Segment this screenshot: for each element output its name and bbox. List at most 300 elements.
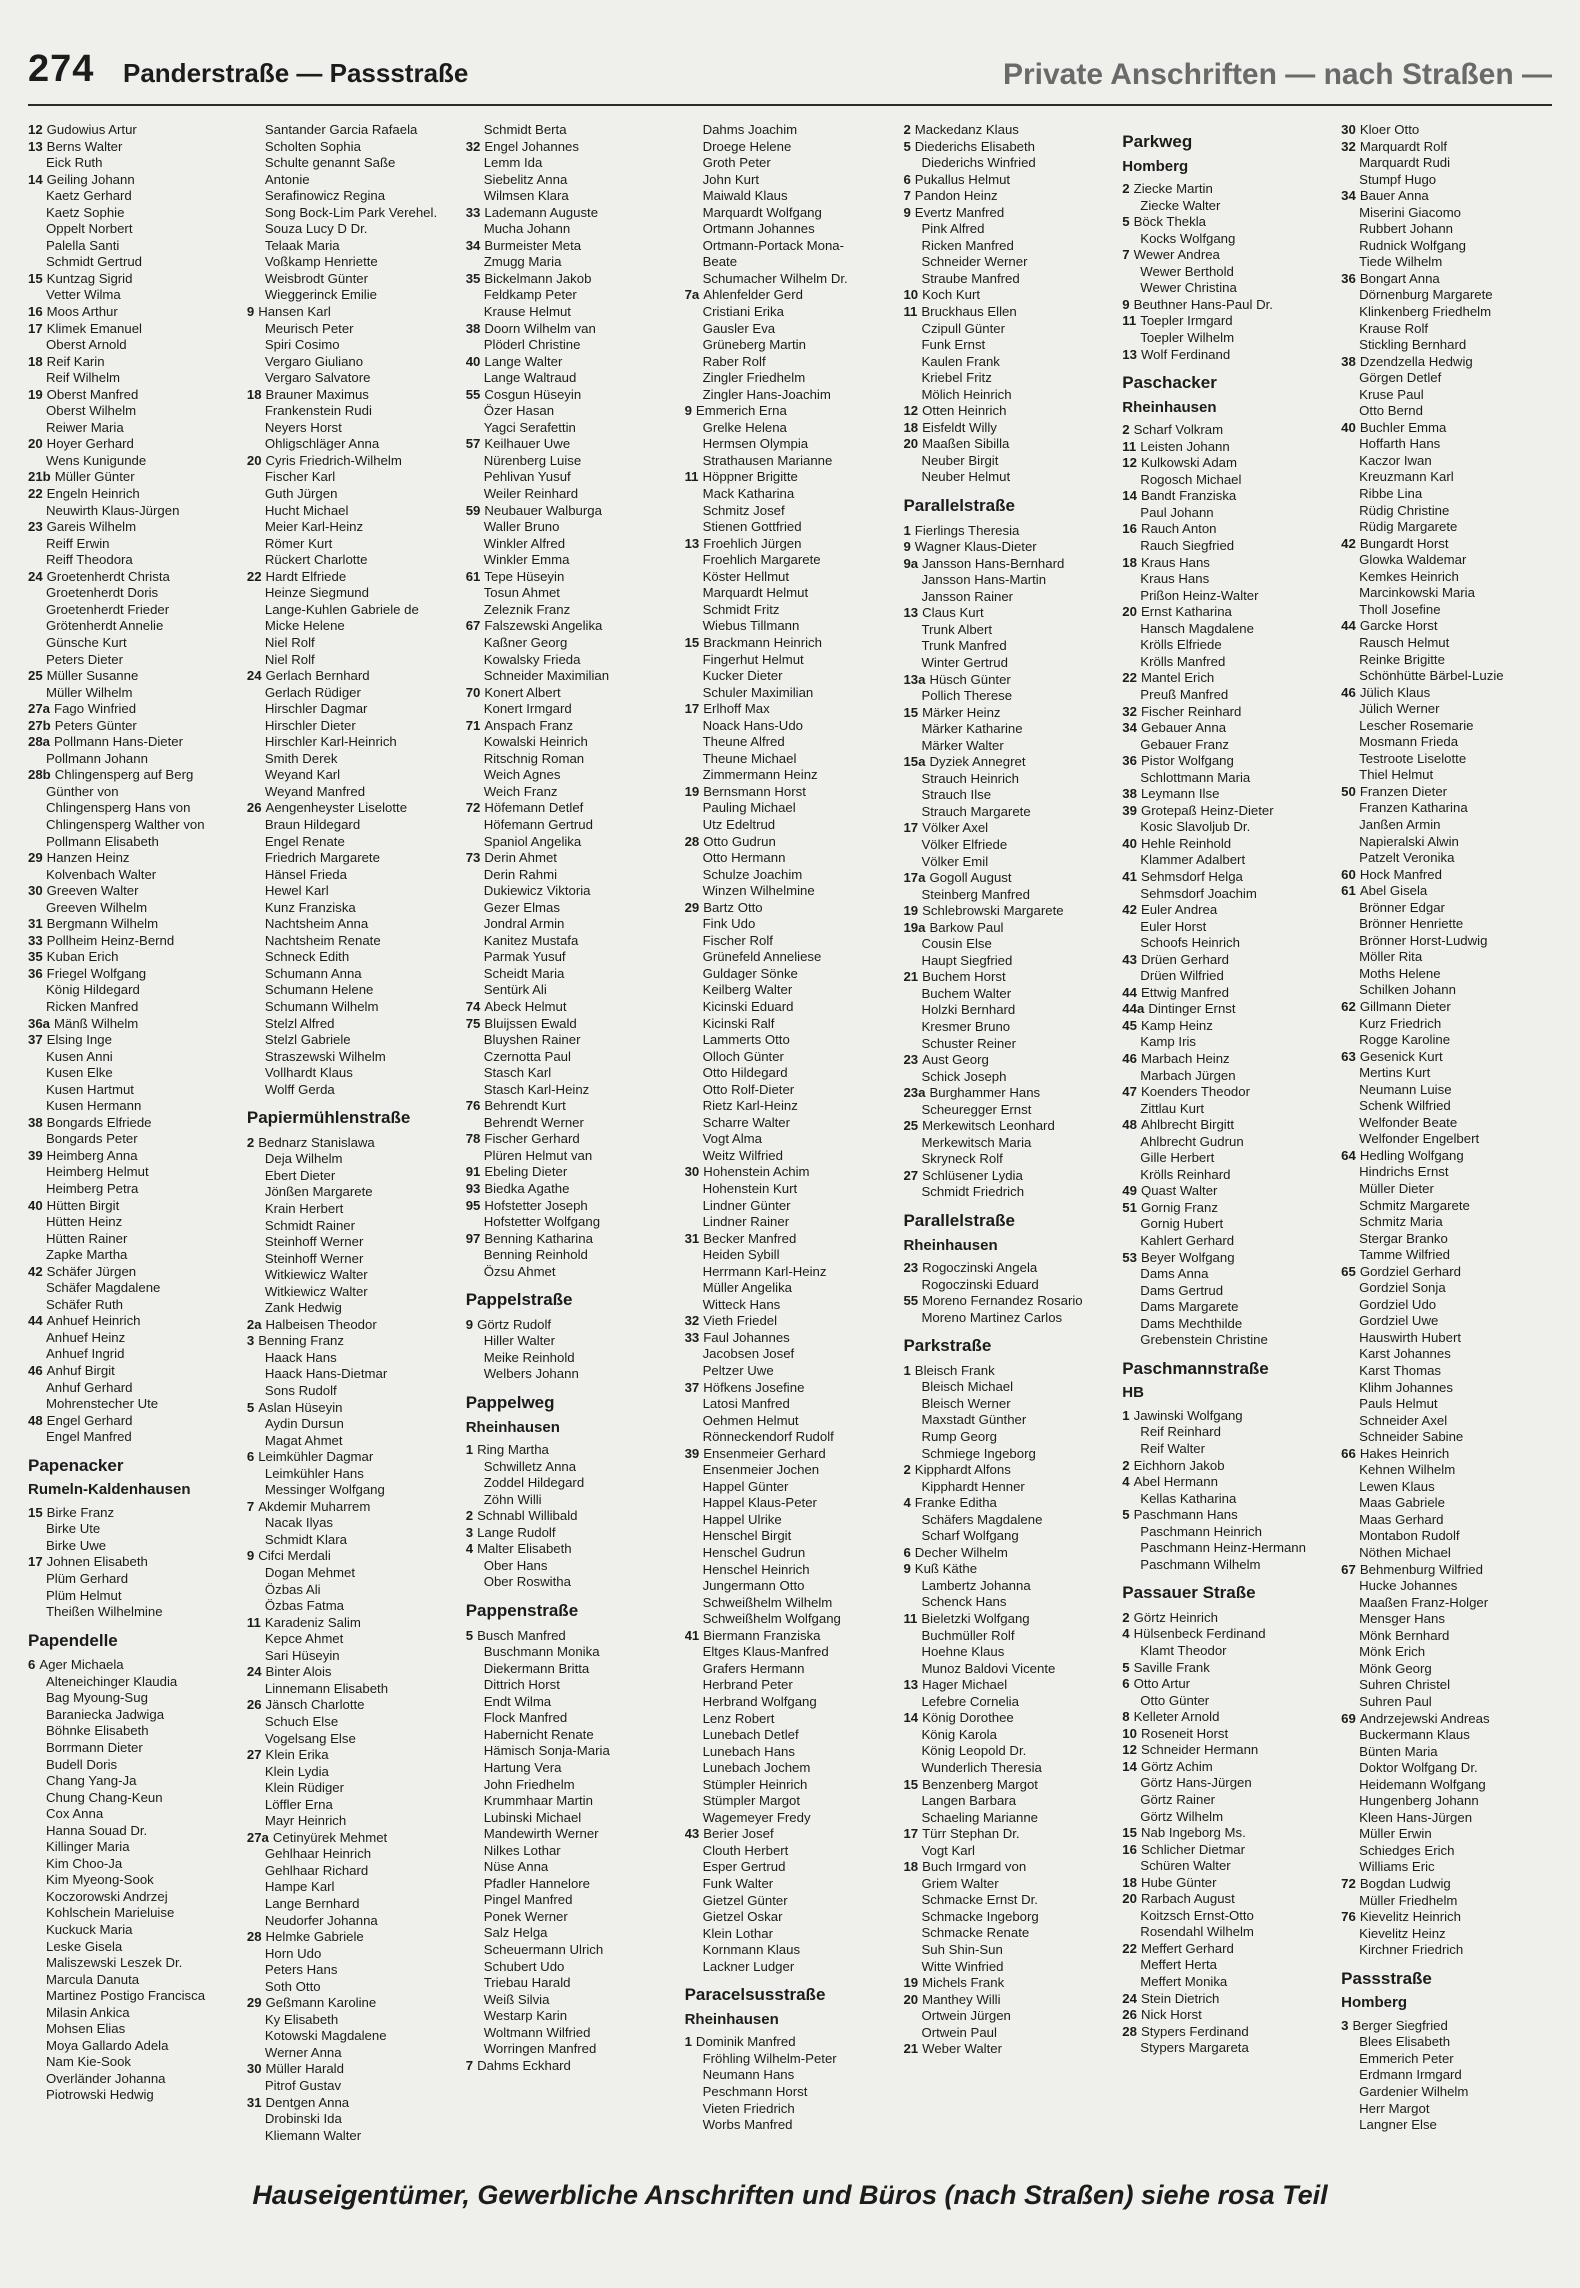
resident-name: Strathausen Marianne: [702, 452, 833, 468]
resident-name: Paul Johann: [1140, 504, 1214, 520]
page-number: 274: [28, 48, 95, 90]
resident-name: Lewen Klaus: [1359, 1478, 1435, 1494]
resident-entry: [903, 870, 1114, 887]
resident-name: Gordziel Gerhard: [1359, 1263, 1461, 1279]
house-number: 32: [684, 1313, 700, 1329]
house-number: 1: [465, 1442, 474, 1458]
resident-name: Diekermann Britta: [483, 1660, 590, 1676]
resident-name: Gesenick Kurt: [1359, 1048, 1443, 1064]
resident-entry: [903, 539, 1114, 556]
house-number: 39: [684, 1445, 700, 1461]
resident-name: Völker Elfriede: [921, 836, 1008, 852]
resident-name: Bogdan Ludwig: [1359, 1875, 1451, 1891]
house-number: 14: [1122, 488, 1137, 504]
resident-name: Wolff Gerda: [264, 1081, 335, 1097]
resident-name: Mantel Erich: [1140, 670, 1215, 686]
resident-name: Otten Heinrich: [922, 403, 1007, 419]
resident-name: Lefebre Cornelia: [921, 1693, 1019, 1709]
resident-entry: [903, 1677, 1114, 1694]
house-number: 9: [246, 304, 255, 320]
resident-name: Grebenstein Christine: [1140, 1332, 1268, 1348]
resident-name: Maiwald Klaus: [702, 188, 788, 204]
resident-name: Parmak Yusuf: [483, 949, 566, 965]
house-number: 14: [28, 171, 43, 187]
resident-name: Jönßen Margarete: [264, 1184, 373, 1200]
resident-name: Özsu Ahmet: [483, 1263, 556, 1279]
house-number: 55: [465, 386, 481, 402]
resident-name: Neuber Birgit: [921, 452, 999, 468]
resident-name: Weich Agnes: [483, 767, 561, 783]
resident-name: Kotowski Magdalene: [264, 2028, 387, 2044]
resident-name: Bongards Elfriede: [46, 1114, 152, 1130]
house-number: 28: [684, 833, 700, 849]
resident-entry: [28, 701, 239, 718]
house-number: 22: [1122, 1940, 1137, 1956]
resident-name: Werner Anna: [264, 2044, 342, 2060]
resident-name: Bednarz Stanislawa: [258, 1134, 375, 1150]
resident-entry: [1122, 555, 1333, 572]
resident-name: Hütten Birgit: [46, 1197, 120, 1213]
resident-name: Martinez Postigo Francisca: [46, 1988, 206, 2004]
resident-entry: [1122, 1842, 1333, 1859]
house-number: 27a: [28, 701, 51, 717]
resident-name: Klammer Adalbert: [1140, 852, 1246, 868]
resident-name: Marquardt Wolfgang: [702, 204, 822, 220]
resident-name: Dukiewicz Viktoria: [483, 883, 591, 899]
resident-name: Reiff Theodora: [46, 552, 133, 568]
house-number: 9: [903, 1561, 911, 1577]
resident-name: Strauch Ilse: [921, 787, 992, 803]
resident-name: Happel Günter: [702, 1478, 789, 1494]
house-number: 59: [465, 502, 481, 518]
resident-name: Kurz Friedrich: [1359, 1015, 1442, 1031]
resident-entry: [1122, 1408, 1333, 1425]
resident-name: Rogoczinski Angela: [922, 1260, 1038, 1276]
resident-name: Berns Walter: [46, 138, 123, 154]
resident-name: Toepler Irmgard: [1140, 313, 1233, 329]
resident-entry: [903, 556, 1114, 573]
resident-name: Cosgun Hüseyin: [484, 386, 582, 402]
resident-name: Grüneberg Martin: [702, 337, 806, 353]
resident-name: Kleen Hans-Jürgen: [1359, 1809, 1473, 1825]
resident-name: Kelleter Arnold: [1133, 1709, 1220, 1725]
resident-name: Görtz Achim: [1140, 1758, 1213, 1774]
resident-name: Maas Gabriele: [1359, 1495, 1445, 1511]
resident-name: Plüm Helmut: [46, 1587, 122, 1603]
resident-name: Kirchner Friedrich: [1359, 1942, 1464, 1958]
resident-name: Hofstetter Joseph: [484, 1197, 588, 1213]
resident-name: Peschmann Horst: [702, 2083, 808, 2099]
resident-name: Jülich Werner: [1359, 701, 1440, 717]
house-number: 40: [1122, 835, 1137, 851]
house-number: 27: [246, 1747, 262, 1763]
resident-entry: [247, 569, 458, 586]
resident-name: Ebeling Dieter: [484, 1164, 568, 1180]
resident-name: Abeck Helmut: [484, 998, 567, 1014]
resident-name: Euler Horst: [1140, 918, 1207, 934]
resident-name: Otto Rolf-Dieter: [702, 1081, 795, 1097]
resident-name: Schuch Else: [264, 1713, 339, 1729]
resident-entry: [247, 1317, 458, 1334]
resident-name: Höfkens Josefine: [703, 1379, 805, 1395]
resident-name: Stypers Ferdinand: [1140, 2023, 1249, 2039]
resident-name: Rietz Karl-Heinz: [702, 1098, 798, 1114]
resident-name: Grafers Hermann: [702, 1660, 805, 1676]
resident-name: Dahms Eckhard: [477, 2057, 571, 2073]
resident-entry: [1122, 347, 1333, 364]
resident-name: Decher Wilhelm: [914, 1544, 1008, 1560]
resident-entry: [1122, 670, 1333, 687]
resident-name: Gornig Hubert: [1140, 1216, 1224, 1232]
house-number: 9a: [903, 555, 919, 571]
resident-name: Böck Thekla: [1133, 214, 1206, 230]
resident-entry: [247, 1449, 458, 1466]
resident-entry: [685, 834, 896, 851]
resident-name: Kulkowski Adam: [1140, 455, 1237, 471]
resident-name: Zoddel Hildegard: [483, 1475, 585, 1491]
resident-name: Mack Katharina: [702, 486, 795, 502]
resident-name: Koitzsch Ernst-Otto: [1140, 1907, 1254, 1923]
house-number: 55: [903, 1293, 919, 1309]
resident-name: Steinberg Manfred: [921, 886, 1030, 902]
resident-name: Steinhoff Werner: [264, 1250, 364, 1266]
resident-name: Schmidt Rainer: [264, 1217, 356, 1233]
resident-name: Saville Frank: [1133, 1659, 1210, 1675]
resident-entry: [466, 1164, 677, 1181]
resident-name: Jawinski Wolfgang: [1133, 1407, 1243, 1423]
house-number: 2: [465, 1508, 474, 1524]
resident-name: Gerlach Bernhard: [265, 668, 370, 684]
resident-name: Bleisch Michael: [921, 1379, 1014, 1395]
resident-name: Thiel Helmut: [1359, 767, 1434, 783]
resident-name: Karst Johannes: [1359, 1346, 1451, 1362]
resident-name: Herbrand Wolfgang: [702, 1693, 817, 1709]
resident-name: Ziecke Martin: [1133, 181, 1213, 197]
resident-entry: [28, 1313, 239, 1330]
resident-name: Günther von: [46, 783, 119, 799]
house-number: 67: [1341, 1561, 1356, 1577]
resident-entry: [1122, 1200, 1333, 1217]
resident-name: Klein Lydia: [264, 1763, 329, 1779]
resident-name: Grotepaß Heinz-Dieter: [1140, 802, 1274, 818]
resident-name: Maas Gerhard: [1359, 1511, 1444, 1527]
resident-name: Brönner Edgar: [1359, 899, 1445, 915]
resident-name: Höppner Brigitte: [702, 469, 798, 485]
resident-entry: [466, 503, 677, 520]
resident-name: Nacak Ilyas: [264, 1515, 334, 1531]
resident-name: Kosic Slavoljub Dr.: [1140, 819, 1251, 835]
resident-name: Meier Karl-Heinz: [264, 519, 364, 535]
resident-name: Schweißhelm Wolfgang: [702, 1611, 841, 1627]
resident-name: Maxstadt Günther: [921, 1412, 1027, 1428]
resident-name: Scharf Wolfgang: [921, 1528, 1019, 1544]
resident-entry: [466, 569, 677, 586]
resident-name: Suh Shin-Sun: [921, 1941, 1003, 1957]
house-number: 16: [1122, 521, 1137, 537]
resident-name: Zingler Hans-Joachim: [702, 386, 831, 402]
resident-name: Schmidt Klara: [264, 1531, 347, 1547]
resident-entry: [1341, 883, 1552, 900]
resident-entry: [1341, 536, 1552, 553]
resident-name: Engel Johannes: [484, 138, 579, 154]
resident-name: Ober Hans: [483, 1557, 548, 1573]
house-number: 18: [1122, 1874, 1137, 1890]
resident-name: Braun Hildegard: [264, 816, 361, 832]
house-number: 57: [465, 436, 481, 452]
resident-name: Henschel Heinrich: [702, 1561, 810, 1577]
resident-entry: [903, 1260, 1114, 1277]
house-number: 23: [28, 519, 43, 535]
resident-name: Ebert Dieter: [264, 1167, 336, 1183]
resident-name: Weyand Karl: [264, 767, 341, 783]
resident-name: Gardenier Wilhelm: [1359, 2083, 1469, 2099]
resident-name: John Friedhelm: [483, 1776, 575, 1792]
resident-name: Hirschler Dagmar: [264, 701, 368, 717]
resident-entry: [466, 1541, 677, 1558]
resident-entry: [903, 1052, 1114, 1069]
resident-entry: [28, 933, 239, 950]
resident-name: Wagner Klaus-Dieter: [914, 539, 1037, 555]
resident-name: Aydin Dursun: [264, 1416, 344, 1432]
house-number: 6: [903, 171, 911, 187]
resident-name: Yagci Serafettin: [483, 419, 576, 435]
resident-name: Binter Alois: [265, 1664, 332, 1680]
resident-name: Bernsmann Horst: [703, 783, 806, 799]
resident-name: Esper Gertrud: [702, 1859, 786, 1875]
resident-entry: [1122, 455, 1333, 472]
house-number: 24: [1122, 1990, 1137, 2006]
house-number: 24: [246, 1664, 262, 1680]
resident-name: Nilkes Lothar: [483, 1842, 561, 1858]
resident-name: Scharf Volkram: [1133, 422, 1224, 438]
resident-name: Rausch Helmut: [1359, 634, 1450, 650]
resident-entry: [903, 205, 1114, 222]
resident-name: Bluyshen Rainer: [483, 1032, 581, 1048]
resident-name: Lenz Robert: [702, 1710, 775, 1726]
street-heading: Papiermühlenstraße: [246, 1108, 411, 1128]
resident-name: Stasch Karl-Heinz: [483, 1081, 590, 1097]
street-heading: Papenacker: [28, 1455, 124, 1475]
house-number: 39: [28, 1147, 43, 1163]
resident-name: Droege Helene: [702, 138, 792, 154]
resident-name: Lange Bernhard: [264, 1895, 360, 1911]
house-number: 29: [684, 899, 700, 915]
resident-entry: [1122, 1660, 1333, 1677]
resident-name: Rückert Charlotte: [264, 552, 368, 568]
resident-name: Hirschler Karl-Heinrich: [264, 734, 397, 750]
resident-name: Pandon Heinz: [914, 188, 998, 204]
house-number: 97: [465, 1230, 481, 1246]
house-number: 20: [28, 436, 43, 452]
street-heading: Paschmannstraße: [1122, 1358, 1269, 1378]
house-number: 47: [1122, 1084, 1137, 1100]
resident-name: Merkewitsch Leonhard: [922, 1118, 1055, 1134]
house-number: 29: [246, 1995, 262, 2011]
resident-name: Bleisch Frank: [914, 1362, 995, 1378]
resident-name: Bongards Peter: [46, 1131, 138, 1147]
resident-name: Busch Manfred: [477, 1627, 566, 1643]
resident-name: Berger Siegfried: [1352, 2017, 1448, 2033]
resident-entry: [247, 304, 458, 321]
resident-name: Rönneckendorf Rudolf: [702, 1429, 834, 1445]
house-number: 23: [903, 1260, 919, 1276]
resident-name: Gerlach Rüdiger: [264, 684, 361, 700]
resident-name: Peters Hans: [264, 1962, 338, 1978]
resident-entry: [685, 635, 896, 652]
house-number: 48: [28, 1412, 43, 1428]
house-number: 4: [1122, 1474, 1130, 1490]
resident-name: Gareis Wilhelm: [46, 519, 137, 535]
resident-entry: [903, 920, 1114, 937]
resident-name: Scheuermann Ulrich: [483, 1941, 604, 1957]
resident-name: Dzendzella Hedwig: [1359, 353, 1473, 369]
resident-name: Nürenberg Luise: [483, 452, 582, 468]
resident-entry: [28, 883, 239, 900]
resident-name: Behmenburg Wilfried: [1359, 1561, 1483, 1577]
resident-name: Wens Kunigunde: [46, 452, 147, 468]
resident-name: Franke Editha: [914, 1495, 997, 1511]
resident-name: Birke Uwe: [46, 1537, 107, 1553]
resident-name: Doorn Wilhelm van: [484, 320, 596, 336]
house-number: 9: [684, 403, 692, 419]
resident-name: Ahlbrecht Birgitt: [1140, 1117, 1235, 1133]
resident-name: Zapke Martha: [46, 1247, 128, 1263]
resident-name: Drüen Gerhard: [1140, 951, 1229, 967]
resident-name: Klein Erika: [265, 1747, 329, 1763]
resident-name: Eltges Klaus-Manfred: [702, 1644, 829, 1660]
resident-entry: [466, 354, 677, 371]
resident-name: Rosendahl Wilhelm: [1140, 1924, 1254, 1940]
resident-name: Kanitez Mustafa: [483, 932, 579, 948]
resident-name: Marbach Heinz: [1140, 1050, 1230, 1066]
resident-entry: [1341, 999, 1552, 1016]
resident-name: Özbas Ali: [264, 1581, 321, 1597]
house-number: 73: [465, 850, 481, 866]
resident-entry: [1122, 422, 1333, 439]
resident-name: Spaniol Angelika: [483, 833, 582, 849]
resident-name: Kicinski Ralf: [702, 1015, 775, 1031]
resident-name: Hansch Magdalene: [1140, 620, 1254, 636]
resident-name: Langner Else: [1359, 2117, 1437, 2133]
resident-name: Cifci Merdali: [258, 1548, 331, 1564]
resident-name: Stelzl Alfred: [264, 1015, 335, 1031]
resident-name: Märker Walter: [921, 737, 1004, 753]
resident-name: Oberst Manfred: [46, 386, 139, 402]
resident-name: Wilmsen Klara: [483, 188, 569, 204]
street-heading: Paschacker: [1122, 373, 1217, 393]
resident-name: Müller Friedhelm: [1359, 1892, 1458, 1908]
resident-name: Smith Derek: [264, 750, 338, 766]
resident-name: Wewer Christina: [1140, 280, 1237, 296]
house-number: 95: [465, 1197, 481, 1213]
resident-entry: [1341, 122, 1552, 139]
resident-name: Ortwein Paul: [921, 2024, 997, 2040]
resident-name: Konert Albert: [484, 684, 561, 700]
resident-entry: [466, 139, 677, 156]
resident-name: Schilken Johann: [1359, 982, 1456, 998]
resident-entry: [247, 2095, 458, 2112]
resident-name: Scharre Walter: [702, 1114, 791, 1130]
house-number: 18: [246, 386, 262, 402]
resident-name: Henschel Gudrun: [702, 1545, 806, 1561]
resident-name: Olloch Günter: [702, 1048, 784, 1064]
resident-entry: [247, 1830, 458, 1847]
resident-name: Müller Günter: [54, 469, 135, 485]
resident-name: Bünten Maria: [1359, 1743, 1438, 1759]
resident-name: Hoehne Klaus: [921, 1644, 1005, 1660]
resident-entry: [466, 387, 677, 404]
house-number: 2a: [246, 1316, 262, 1332]
resident-name: Leimkühler Hans: [264, 1465, 364, 1481]
resident-name: Chang Yang-Ja: [46, 1773, 137, 1789]
resident-entry: [1341, 1446, 1552, 1463]
resident-name: Pollmann Hans-Dieter: [54, 734, 184, 750]
resident-entry: [903, 523, 1114, 540]
resident-name: Lunebach Detlef: [702, 1727, 799, 1743]
resident-name: Neudorfer Johanna: [264, 1912, 378, 1928]
resident-name: Weitz Wilfried: [702, 1147, 783, 1163]
resident-name: Cristiani Erika: [702, 304, 784, 320]
resident-entry: [903, 1085, 1114, 1102]
resident-name: Reinke Brigitte: [1359, 651, 1445, 667]
resident-name: Fischer Gerhard: [484, 1131, 580, 1147]
district-subheading: Homberg: [1341, 1994, 1407, 2012]
resident-entry: [247, 1664, 458, 1681]
resident-name: Bergmann Wilhelm: [46, 916, 159, 932]
resident-name: Marcinkowski Maria: [1359, 585, 1475, 601]
resident-name: Klihm Johannes: [1359, 1379, 1453, 1395]
resident-name: Linnemann Elisabeth: [264, 1680, 389, 1696]
resident-name: Pfadler Hannelore: [483, 1875, 591, 1891]
resident-name: Spiri Cosimo: [264, 337, 340, 353]
directory-column: [1122, 122, 1333, 2152]
house-number: 19: [903, 1975, 919, 1991]
house-number: 4: [465, 1541, 474, 1557]
resident-entry: [1122, 488, 1333, 505]
resident-name: Pauling Michael: [702, 800, 796, 816]
resident-name: Mackedanz Klaus: [914, 122, 1019, 137]
resident-name: Kaczor Iwan: [1359, 452, 1432, 468]
resident-name: Bluijssen Ewald: [484, 1015, 577, 1031]
resident-name: Sons Rudolf: [264, 1383, 337, 1399]
section-title: Private Anschriften — nach Straßen —: [1002, 58, 1552, 91]
resident-name: Kepce Ahmet: [264, 1631, 344, 1647]
resident-name: Dahms Joachim: [702, 122, 798, 137]
resident-name: Kamp Heinz: [1140, 1017, 1213, 1033]
resident-name: Doktor Wolfgang Dr.: [1359, 1760, 1478, 1776]
house-number: 13a: [903, 671, 926, 687]
resident-entry: [1122, 1991, 1333, 2008]
resident-name: Kievelitz Heinrich: [1359, 1909, 1461, 1925]
resident-name: Schmidt Friedrich: [921, 1184, 1025, 1200]
house-number: 33: [684, 1329, 700, 1345]
resident-entry: [1122, 439, 1333, 456]
resident-name: Fischer Reinhard: [1140, 703, 1242, 719]
resident-entry: [903, 188, 1114, 205]
resident-entry: [903, 672, 1114, 689]
house-number: 44: [1341, 618, 1356, 634]
resident-name: Mucha Johann: [483, 221, 571, 237]
resident-name: Böhnke Elisabeth: [46, 1723, 149, 1739]
resident-name: Kipphardt Henner: [921, 1478, 1025, 1494]
resident-name: Stypers Margareta: [1140, 2040, 1249, 2056]
directory-columns: [28, 122, 1552, 2152]
house-number: 5: [1122, 1507, 1130, 1523]
resident-entry: [466, 618, 677, 635]
resident-name: Bartz Otto: [703, 899, 763, 915]
resident-name: Hohenstein Achim: [703, 1164, 810, 1180]
resident-name: Rüdig Margarete: [1359, 519, 1458, 535]
